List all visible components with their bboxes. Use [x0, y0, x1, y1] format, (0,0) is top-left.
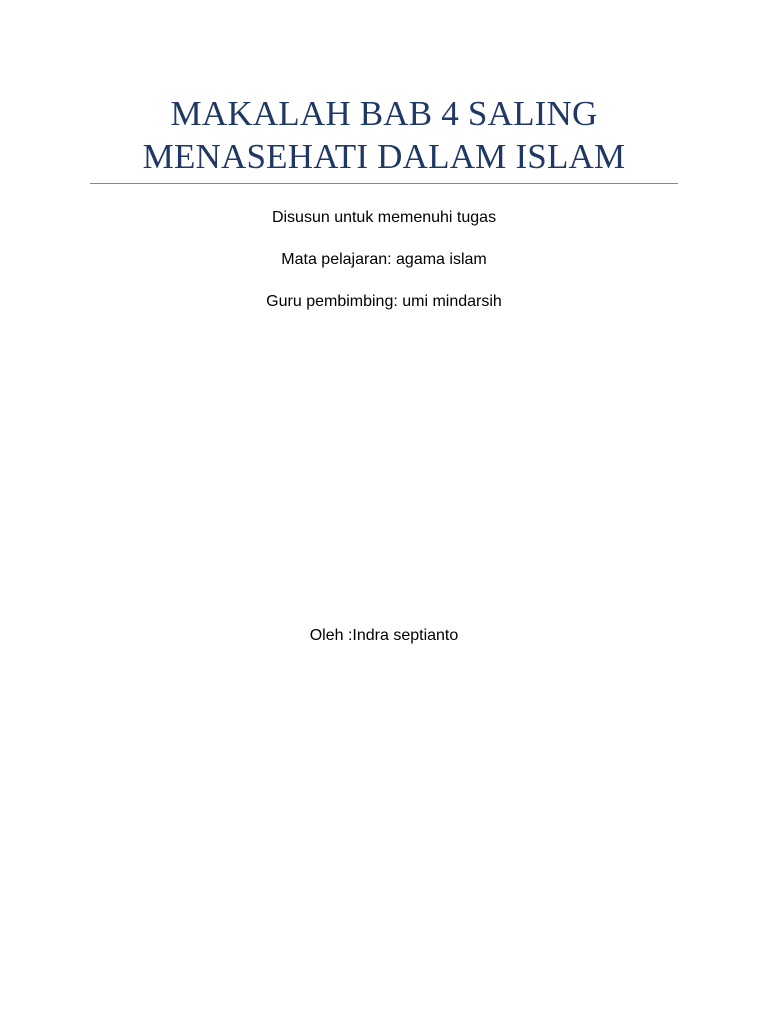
purpose-text: Disusun untuk memenuhi tugas: [271, 209, 497, 226]
title-underline-rule: [90, 183, 678, 184]
title-line-1: MAKALAH BAB 4 SALING: [170, 94, 598, 133]
title-line-2: MENASEHATI DALAM ISLAM: [142, 137, 626, 176]
document-title: [90, 92, 678, 178]
teacher-text: Guru pembimbing: umi mindarsih: [266, 293, 502, 310]
subject-text: Mata pelajaran: agama islam: [281, 251, 487, 268]
author-text: Oleh :Indra septianto: [309, 627, 459, 644]
